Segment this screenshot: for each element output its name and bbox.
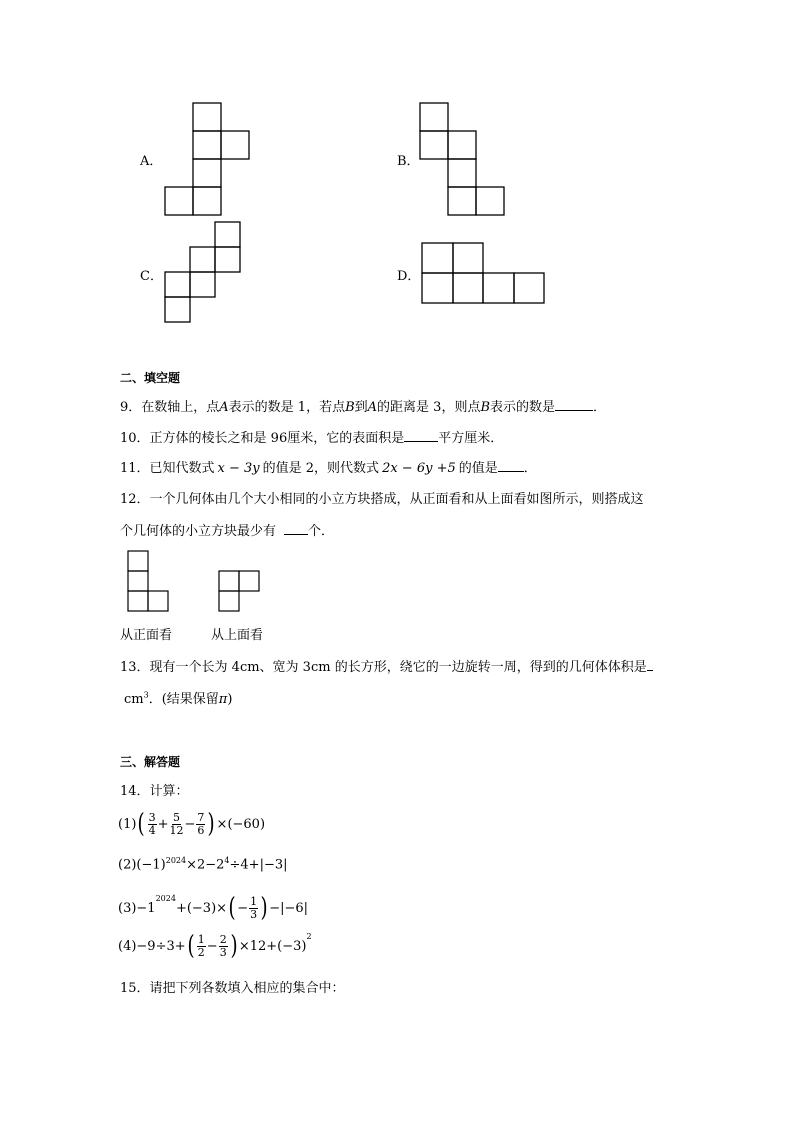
q9-var-2: B: [345, 400, 355, 415]
question-12-line-1: 12．一个几何体由几个大小相同的小立方块搭成，从正面看和从上面看如图所示，则搭成这: [120, 492, 644, 507]
q9-text-4: 的距离是 3，则点: [377, 400, 481, 415]
frac-denominator: 3: [219, 945, 227, 959]
question-13-line-1: [120, 656, 653, 675]
q10-answer-blank[interactable]: [404, 428, 438, 442]
option-b-net: [415, 100, 515, 220]
q9-answer-blank[interactable]: [555, 397, 593, 411]
frac-numerator: 2: [219, 932, 227, 946]
q14-e4-text-a: (4)−9÷3+: [118, 938, 186, 954]
q14-expr-3: [118, 890, 308, 926]
q11-expr-1: x − 3y: [217, 461, 260, 476]
frac-denominator: 4: [148, 823, 156, 837]
q9-var-1: A: [219, 400, 229, 415]
q14-e1-right-paren: ): [207, 809, 216, 839]
q14-e3-minus: −: [237, 900, 249, 916]
q14-e4-frac-1: [197, 934, 206, 959]
q12-answer-blank[interactable]: [284, 521, 308, 535]
q14-e2-text-c: ÷4+|−3|: [229, 857, 288, 873]
q14-e4-text-b: ×12+(−3): [238, 938, 307, 954]
q14-e1-frac-3: [196, 812, 205, 837]
top-view-caption: 从上面看: [211, 628, 264, 643]
q14-e3-left-paren: (: [228, 893, 236, 923]
front-view-diagram: [126, 548, 176, 614]
question-12-line-2: [120, 520, 334, 539]
q11-answer-blank[interactable]: [498, 458, 524, 472]
q10-text-2: 平方厘米．: [438, 431, 504, 446]
q11-text-2: 的值是 2，则代数式: [262, 461, 380, 476]
q14-e1-tail: ×(−60): [216, 816, 266, 832]
q14-e1-frac-1: [148, 812, 157, 837]
option-b-label: B．: [397, 154, 420, 169]
q14-e3-text-c: −|−6|: [269, 900, 309, 916]
frac-denominator: 3: [250, 907, 258, 921]
q14-e1-minus: −: [184, 816, 196, 832]
q13-text-1: 13．现有一个长为 4cm、宽为 3cm 的长方形，绕它的一边旋转一周，得到的几何体体积是: [120, 660, 647, 675]
option-c-label: C．: [140, 269, 163, 284]
front-view-caption: 从正面看: [120, 628, 173, 643]
q9-end: ．: [593, 400, 607, 415]
q11-text-1: 11．已知代数式: [120, 461, 215, 476]
q14-e3-right-paren: ): [260, 893, 268, 923]
q13-answer-blank[interactable]: [647, 657, 653, 671]
question-15: 15．请把下列各数填入相应的集合中：: [120, 981, 345, 996]
q11-expr-2: 2x − 6y +5: [382, 461, 456, 476]
q14-e3-text-b: +(−3)×: [175, 900, 228, 916]
q13-text-2: ．(结果保留: [148, 692, 219, 707]
q14-e2-text-a: (2)(−1): [118, 857, 166, 873]
q14-e4-minus: −: [206, 938, 218, 954]
q9-text-3: 到: [354, 400, 368, 415]
q14-e4-frac-2: [219, 934, 228, 959]
q14-expr-2: [118, 856, 288, 872]
q14-e1-frac-2: [169, 812, 183, 837]
q12-text-2a: 个几何体的小立方块最少有: [120, 524, 277, 539]
option-a-net: [160, 100, 260, 220]
q14-e3-sup-a: 2024: [155, 894, 176, 903]
q14-e2-sup-a: 2024: [165, 856, 187, 865]
section-3-title: 三、解答题: [120, 755, 181, 769]
q14-e1-number: (1): [118, 816, 137, 832]
q14-expr-1: [118, 806, 265, 842]
q10-text-1: 10．正方体的棱长之和是 96厘米，它的表面积是: [120, 431, 405, 446]
q9-text-1: 9．在数轴上，点: [120, 400, 220, 415]
q13-close: ): [227, 692, 233, 707]
q14-e2-sup-b: 4: [224, 856, 230, 865]
question-11: [120, 457, 537, 476]
question-13-line-2: [124, 688, 232, 707]
q14-e2-text-b: ×2−2: [186, 857, 225, 873]
option-c-net: [160, 218, 260, 328]
question-14-label: 14．计算：: [120, 784, 189, 799]
q14-e4-left-paren: (: [187, 931, 195, 961]
q12-text-2b: 个．: [308, 524, 335, 539]
q14-e3-text-a: (3)−1: [118, 900, 156, 916]
question-9: [120, 396, 606, 415]
q13-unit-sup: 3: [143, 690, 149, 700]
frac-denominator: 2: [197, 945, 205, 959]
frac-numerator: 1: [197, 932, 205, 946]
q14-e3-frac: [249, 896, 258, 921]
q14-e4-sup-b: 2: [306, 932, 312, 941]
frac-numerator: 3: [148, 810, 156, 824]
q13-pi: π: [218, 692, 228, 707]
frac-numerator: 7: [197, 810, 205, 824]
section-2-title: 二、填空题: [120, 371, 181, 385]
q9-var-4: B: [480, 400, 491, 415]
q14-expr-4: [118, 928, 312, 964]
q9-text-5: 表示的数是: [490, 400, 556, 415]
frac-denominator: 6: [197, 823, 205, 837]
q14-e1-left-paren: (: [137, 809, 146, 839]
option-d-label: D．: [397, 269, 421, 284]
frac-numerator: 5: [172, 810, 180, 824]
q9-text-2: 表示的数是 1，若点: [228, 400, 346, 415]
q14-e4-right-paren: ): [230, 931, 238, 961]
option-a-label: A．: [140, 154, 163, 169]
frac-numerator: 1: [250, 894, 258, 908]
top-view-diagram: [217, 568, 267, 614]
q14-e1-plus: +: [157, 816, 169, 832]
q13-unit: cm: [124, 692, 144, 707]
q11-text-3: 的值是: [458, 461, 498, 476]
option-d-net: [418, 238, 558, 308]
frac-denominator: 12: [169, 823, 184, 837]
q9-var-3: A: [367, 400, 378, 415]
q11-end: ．: [523, 461, 537, 476]
question-10: [120, 427, 503, 446]
